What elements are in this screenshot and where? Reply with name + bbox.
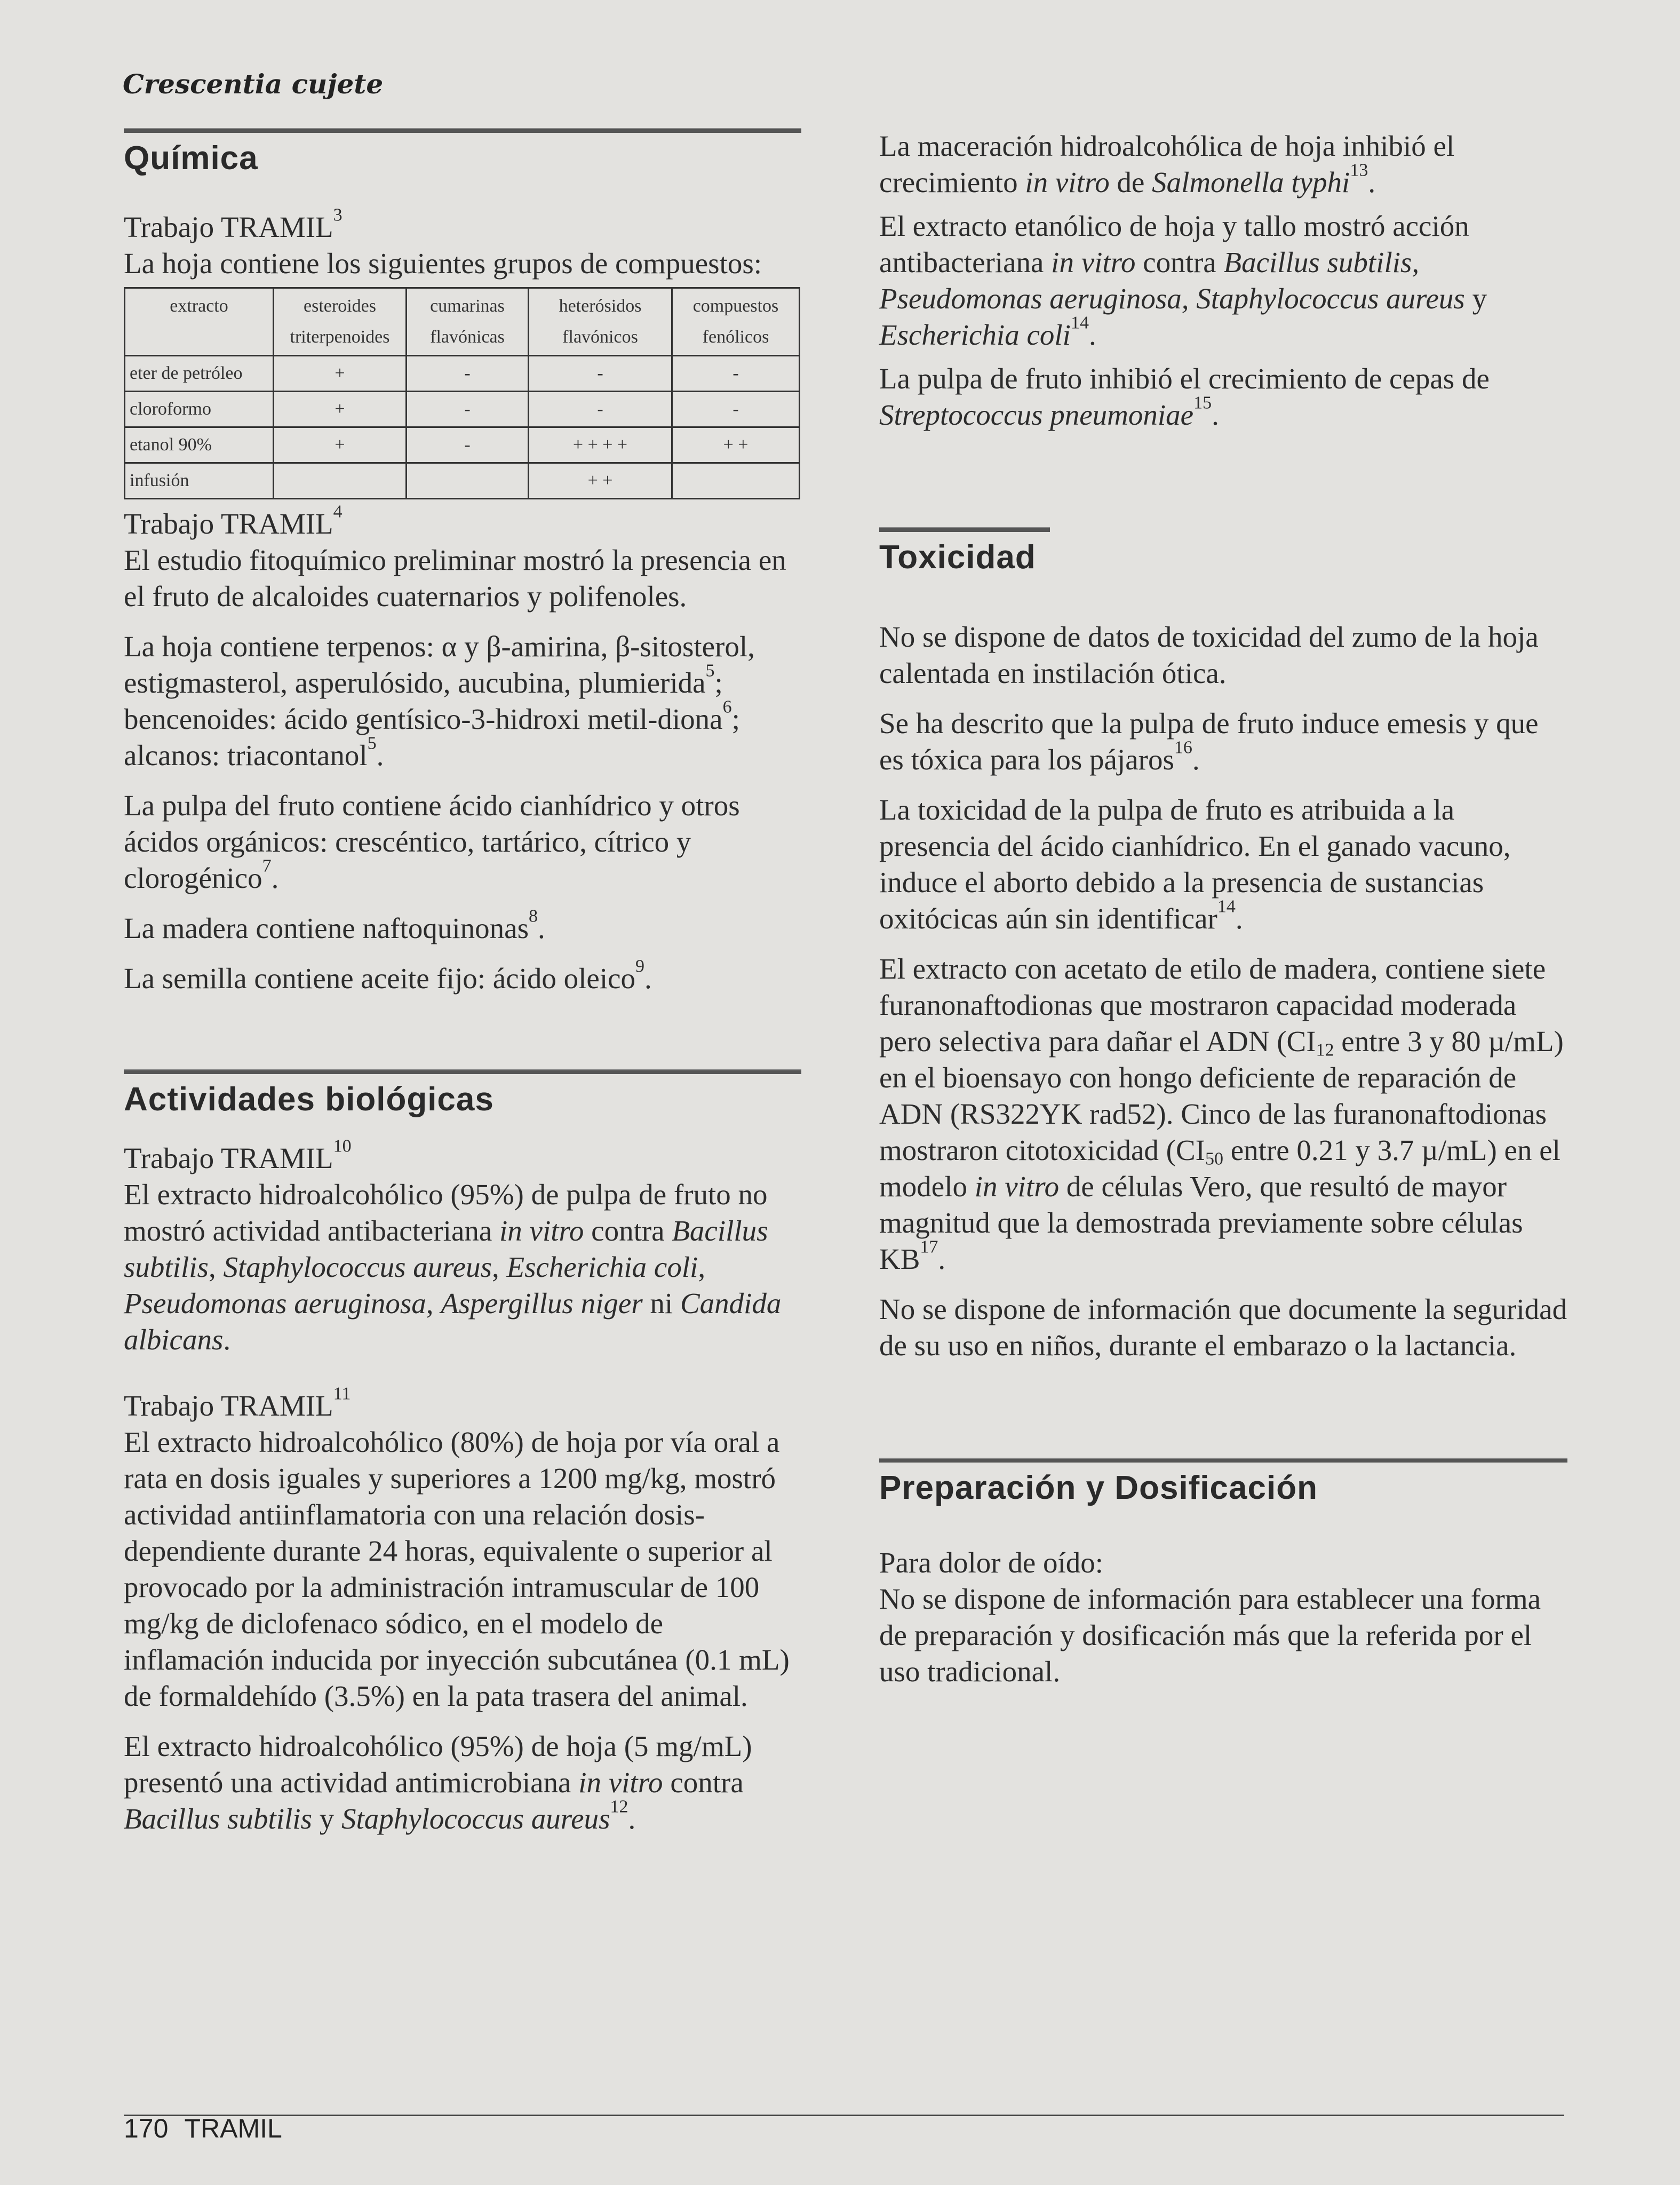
table-cell: + bbox=[274, 392, 407, 427]
section-toxicidad bbox=[879, 527, 1567, 576]
table-cell: - bbox=[407, 392, 529, 427]
table-cell: eter de petróleo bbox=[125, 356, 274, 392]
paragraph: El extracto hidroalcohólico (80%) de hoja por vía oral a rata en dosis iguales y superiores a 1200 mg/kg, mostró actividad antiinflamatoria con una relación dosis-dependiente durante 24 horas, equivalente o superior al provocado por la administración intramuscular de 100 mg/kg de diclofenaco sódico, en el modelo de inflamación inducida por inyección subcutánea (0.1 mL) de formaldehído (3.5%) en la pata trasera del animal. bbox=[124, 1425, 790, 1712]
paragraph: La toxicidad de la pulpa de fruto es atribuida a la presencia del ácido cianhídrico. En el ganado vacuno, induce el aborto debido a la presencia de sustancias oxitócicas aún sin identificar$^{14}$. bbox=[879, 793, 1511, 935]
left-column bbox=[124, 128, 801, 1851]
section-title-toxicidad: Toxicidad bbox=[879, 539, 1036, 576]
table-row bbox=[125, 392, 800, 427]
paragraph: La semilla contiene aceite fijo: ácido oleico$^9$. bbox=[124, 956, 652, 995]
table-cell: - bbox=[407, 356, 529, 392]
table-cell: + + bbox=[672, 427, 800, 463]
section-rule bbox=[879, 1458, 1567, 1463]
trabajo-heading: Trabajo TRAMIL$^{10}$ bbox=[124, 1136, 352, 1174]
table-cell bbox=[672, 463, 800, 499]
table-cell bbox=[274, 463, 407, 499]
paragraph: El extracto hidroalcohólico (95%) de hoja (5 mg/mL) presentó una actividad antimicrobiana in vitro contra Bacillus subtilis y Staphylococcus aureus$^{12}$. bbox=[124, 1729, 752, 1835]
section-rule bbox=[124, 128, 801, 133]
paragraph: El extracto etanólico de hoja y tallo mostró acción antibacteriana in vitro contra Bacillus subtilis, Pseudomonas aeruginosa, Staphylococcus aureus y Escherichia coli$^{14}$. bbox=[879, 210, 1487, 351]
table-cell: + + bbox=[529, 463, 672, 499]
page-footer bbox=[124, 2113, 298, 2144]
table-cell: - bbox=[672, 356, 800, 392]
table-cell: + bbox=[274, 356, 407, 392]
paragraph: El extracto hidroalcohólico (95%) de pulpa de fruto no mostró actividad antibacteriana in vitro contra Bacillus subtilis, Staphylococcus aureus, Escherichia coli, Pseudomonas aeruginosa, Aspergillus niger ni Candida albicans. bbox=[124, 1178, 782, 1356]
section-title-actividades: Actividades biológicas bbox=[124, 1081, 494, 1118]
table-cell: - bbox=[672, 392, 800, 427]
table-cell: + + + + bbox=[529, 427, 672, 463]
section-title-preparacion: Preparación y Dosificación bbox=[879, 1469, 1318, 1507]
trabajo-heading: Trabajo TRAMIL$^3$ bbox=[124, 205, 343, 244]
paragraph: No se dispone de información para establecer una forma de preparación y dosificación más que la referida por el uso tradicional. bbox=[879, 1582, 1541, 1688]
column-header: esteroides triterpenoides bbox=[274, 288, 407, 356]
table-cell: infusión bbox=[125, 463, 274, 499]
column-header: extracto bbox=[125, 288, 274, 356]
table-row bbox=[125, 427, 800, 463]
compounds-table bbox=[124, 287, 800, 499]
trabajo-heading: Trabajo TRAMIL$^{11}$ bbox=[124, 1384, 351, 1422]
table-cell bbox=[407, 463, 529, 499]
paragraph: La pulpa de fruto inhibió el crecimiento de cepas de Streptococcus pneumoniae$^{15}$. bbox=[879, 362, 1490, 431]
subheading: Para dolor de oído: bbox=[879, 1546, 1104, 1579]
paragraph: La pulpa del fruto contiene ácido cianhídrico y otros ácidos orgánicos: crescéntico, tartárico, cítrico y clorogénico$^7$. bbox=[124, 789, 740, 895]
footer-label: TRAMIL bbox=[184, 2114, 282, 2143]
table-header-row bbox=[125, 288, 800, 356]
table-cell: cloroformo bbox=[125, 392, 274, 427]
page-number: 170 bbox=[124, 2114, 169, 2143]
running-head: Crescentia cujete bbox=[123, 68, 384, 100]
paragraph: No se dispone de datos de toxicidad del zumo de la hoja calentada en instilación ótica. bbox=[879, 621, 1539, 690]
table-cell: + bbox=[274, 427, 407, 463]
paragraph: Se ha descrito que la pulpa de fruto induce emesis y que es tóxica para los pájaros$^{16}$. bbox=[879, 707, 1539, 776]
paragraph: No se dispone de información que documente la seguridad de su uso en niños, durante el embarazo o la lactancia. bbox=[879, 1293, 1567, 1362]
paragraph: La maceración hidroalcohólica de hoja inhibió el crecimiento in vitro de Salmonella typhi$^{13}$. bbox=[879, 130, 1455, 198]
table-cell: etanol 90% bbox=[125, 427, 274, 463]
paragraph: El estudio fitoquímico preliminar mostró la presencia en el fruto de alcaloides cuaternarios y polifenoles. bbox=[124, 544, 786, 613]
footer-rule bbox=[124, 2115, 1564, 2116]
trabajo-heading: Trabajo TRAMIL$^4$ bbox=[124, 502, 343, 541]
table-row bbox=[125, 463, 800, 499]
section-rule bbox=[124, 1069, 801, 1074]
section-title-quimica: Química bbox=[124, 140, 258, 177]
table-cell: - bbox=[529, 356, 672, 392]
section-rule bbox=[879, 527, 1050, 532]
section-quimica bbox=[124, 128, 801, 177]
paragraph: El extracto con acetato de etilo de madera, contiene siete furanonaftodionas que mostraron capacidad moderada pero selectiva para dañar el ADN ($CI_{12}$ entre 3 y 80 µ/mL) en el bioensayo con hongo deficiente de reparación de ADN (RS322YK rad52). Cinco de las furanonaftodionas mostraron citotoxicidad ($CI_{50}$ entre 0.21 y 3.7 µ/mL) en el modelo in vitro de células Vero, que resultó de mayor magnitud que la demostrada previamente sobre células KB$^{17}$. bbox=[879, 952, 1564, 1276]
table-cell: - bbox=[407, 427, 529, 463]
column-header: heterósidos flavónicos bbox=[529, 288, 672, 356]
column-header: compuestos fenólicos bbox=[672, 288, 800, 356]
section-actividades bbox=[124, 1069, 801, 1118]
paragraph: La madera contiene naftoquinonas$^8$. bbox=[124, 906, 545, 945]
table-row bbox=[125, 356, 800, 392]
paragraph: La hoja contiene los siguientes grupos de compuestos: bbox=[124, 247, 762, 280]
paragraph: La hoja contiene terpenos: α y β-amirina, β-sitosterol, estigmasterol, asperulósido, aucubina, plumierida$^5$; bencenoides: ácido gentísico-3-hidroxi metil-diona$^6$; alcanos: triacontanol$^5$. bbox=[124, 630, 755, 772]
section-preparacion bbox=[879, 1458, 1567, 1507]
right-column bbox=[879, 128, 1567, 1704]
table-cell: - bbox=[529, 392, 672, 427]
column-header: cumarinas flavónicas bbox=[407, 288, 529, 356]
